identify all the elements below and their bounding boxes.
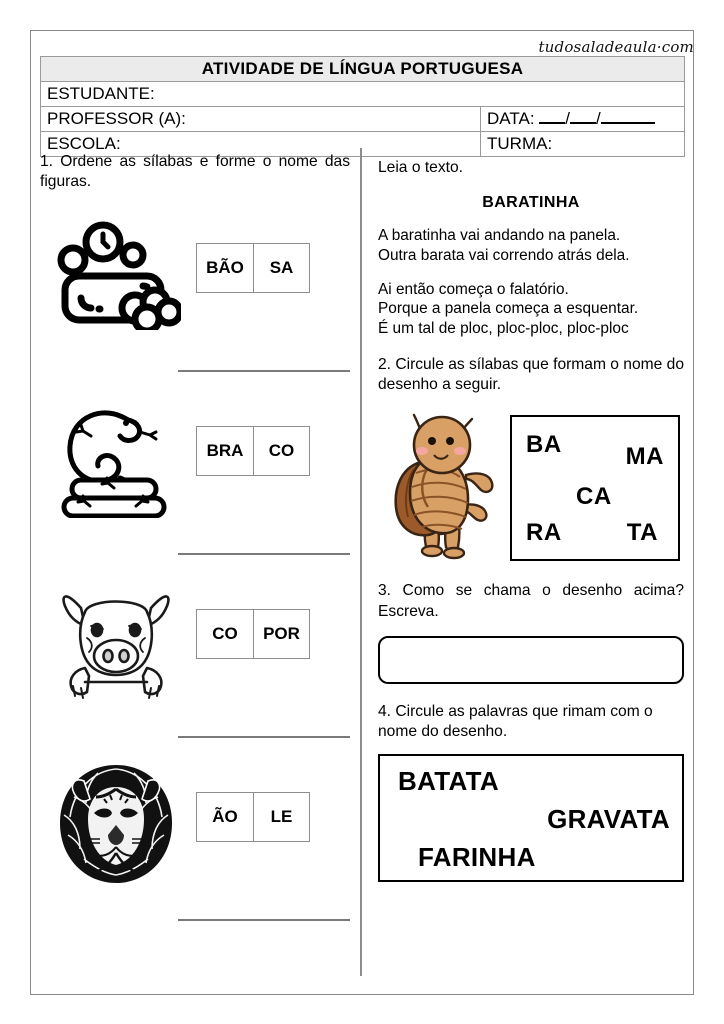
story-line: Porque a panela começa a esquentar. [378,300,639,318]
story-line: É um tal de ploc, ploc-ploc, ploc-ploc [378,320,629,338]
question-3-text: 3. Como se chama o desenho acima? Escreva. [378,582,684,620]
syllable-box-1[interactable] [196,243,310,293]
syllable-cell[interactable]: CO [212,623,238,643]
lion-icon [46,760,186,888]
date-blank: / / [539,110,654,129]
exercise-item-3 [40,577,350,760]
exercise-item-1 [40,211,350,394]
answer-line-2[interactable] [178,553,350,555]
syllable-cell[interactable]: LE [253,793,309,841]
teacher-label: PROFESSOR (A): [47,108,186,128]
answer-input-box[interactable] [378,636,684,684]
grid-syllable-ca[interactable]: CA [576,483,612,511]
syllable-cell[interactable]: CO [253,427,309,475]
class-label: TURMA: [487,133,553,153]
worksheet-header-table [40,56,685,157]
read-instruction: Leia o texto. [378,159,463,176]
teacher-field[interactable] [41,107,481,132]
page-title: ATIVIDADE DE LÍNGUA PORTUGUESA [41,57,685,82]
story-title: BARATINHA [482,194,580,212]
question-2-content [378,409,684,565]
cockroach-icon [384,411,504,563]
header-student-row [41,82,685,107]
exercise-item-2 [40,394,350,577]
date-field[interactable] [481,107,685,132]
exercise-item-4 [40,760,350,943]
answer-line-1[interactable] [178,370,350,372]
student-field[interactable] [41,82,685,107]
rhyme-word-farinha[interactable]: FARINHA [418,842,536,873]
story-line: Outra barata vai correndo atrás dela. [378,246,630,264]
class-field[interactable] [481,132,685,157]
story-stanza-1 [378,226,684,265]
date-label: DATA: [487,108,535,128]
answer-line-3[interactable] [178,736,350,738]
grid-syllable-ra[interactable]: RA [526,519,562,547]
grid-syllable-ta[interactable]: TA [626,519,658,547]
syllable-cell[interactable]: BÃO [206,257,244,277]
right-column [378,158,684,882]
story-line: A baratinha vai andando na panela. [378,227,621,245]
syllable-cell[interactable]: ÃO [212,806,238,826]
answer-line-4[interactable] [178,919,350,921]
student-label: ESTUDANTE: [47,83,155,103]
rhyme-word-batata[interactable]: BATATA [398,766,499,797]
column-divider [360,148,362,976]
syllable-cell[interactable]: POR [253,610,309,658]
grid-syllable-ba[interactable]: BA [526,431,562,459]
pig-icon [46,577,186,705]
question-2-text: 2. Circule as sílabas que formam o nome do desenho a seguir. [378,355,684,394]
rhyme-word-gravata[interactable]: GRAVATA [547,804,670,835]
question-1-text: 1. Ordene as sílabas e forme o nome das figuras. [40,153,350,191]
header-title-row [41,57,685,82]
rhyme-words-box[interactable] [378,754,684,882]
syllable-box-2[interactable] [196,426,310,476]
school-label: ESCOLA: [47,133,121,153]
story-line: Ai então começa o falatório. [378,280,569,298]
story-stanza-2 [378,280,684,339]
header-teacher-row [41,107,685,132]
syllable-box-4[interactable] [196,792,310,842]
soap-icon [46,211,186,339]
left-column [40,152,350,943]
grid-syllable-ma[interactable]: MA [625,443,664,471]
syllable-cell[interactable]: BRA [206,440,244,460]
syllable-box-3[interactable] [196,609,310,659]
syllable-grid-box[interactable] [510,415,680,561]
site-watermark: tudosaladeaula·com [538,38,694,56]
snake-icon [46,394,186,522]
syllable-cell[interactable]: SA [253,244,309,292]
question-4-text: 4. Circule as palavras que rimam com o nome do desenho. [378,702,653,741]
